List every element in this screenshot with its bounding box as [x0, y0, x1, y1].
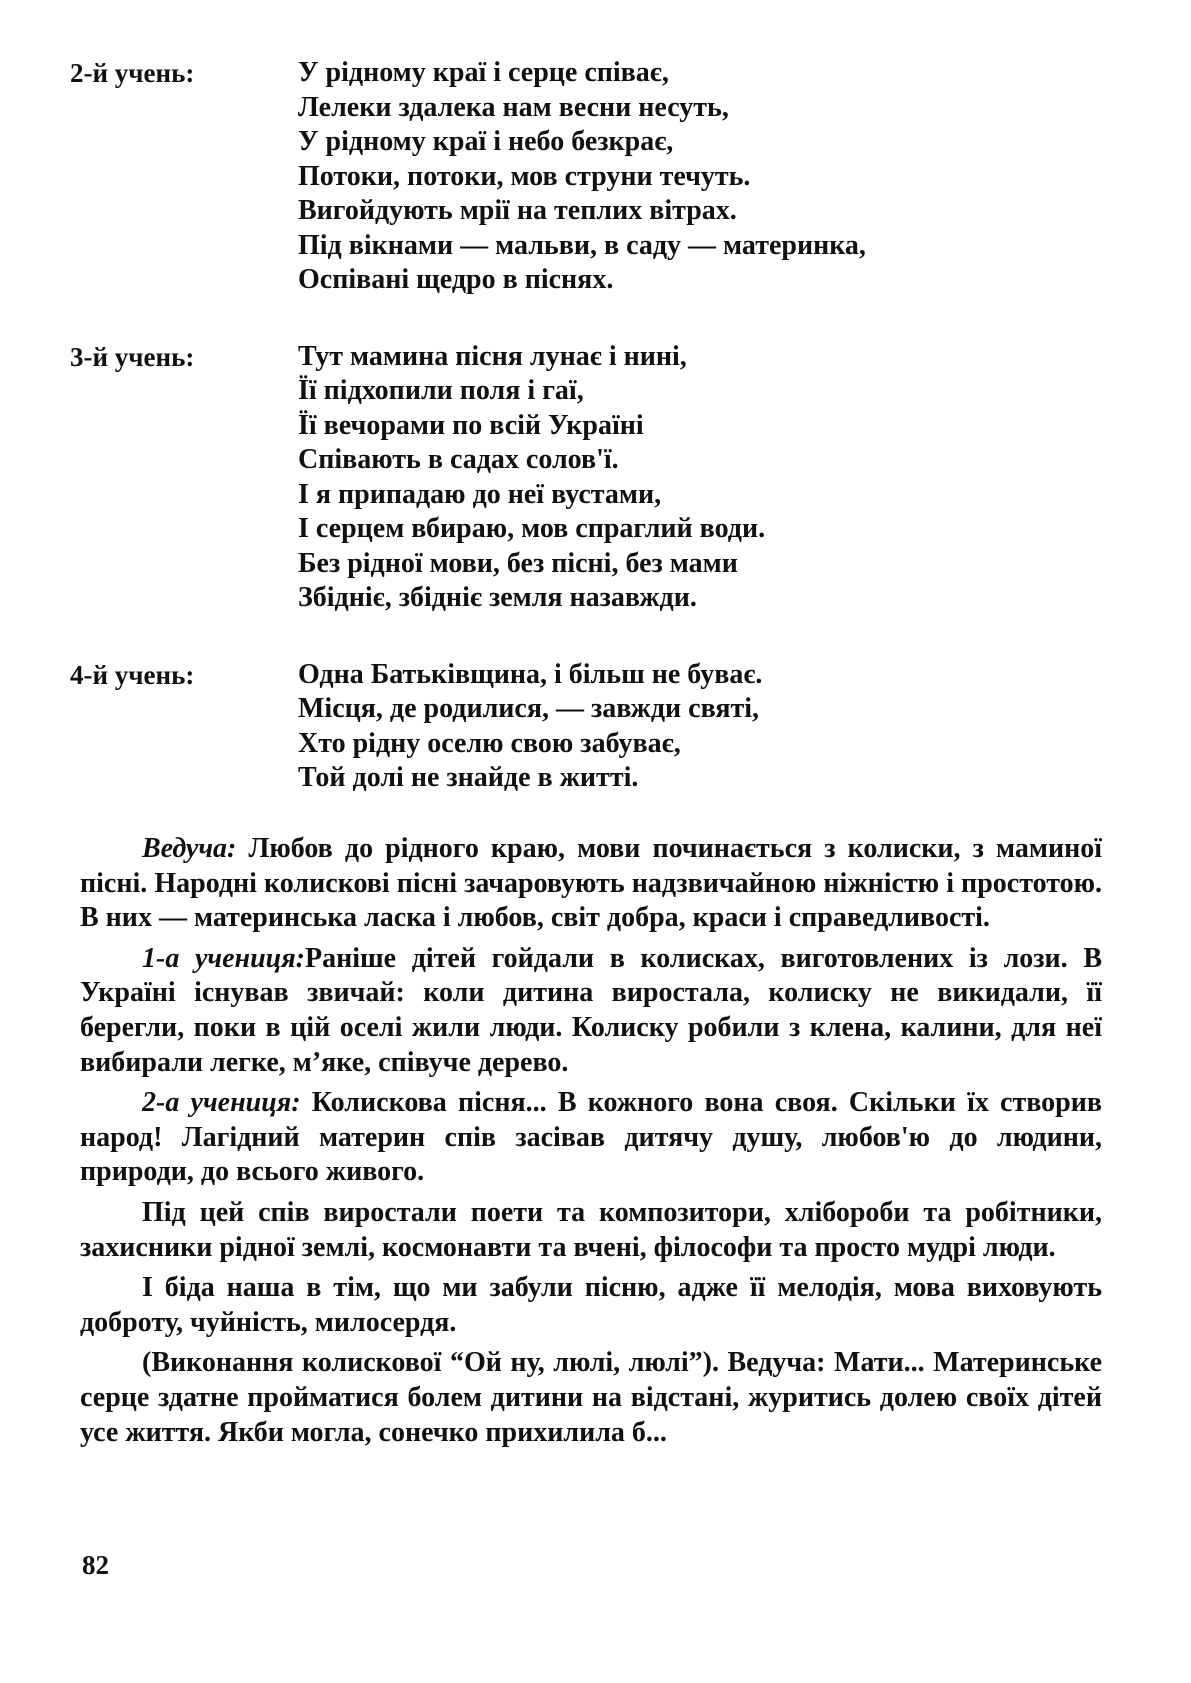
verse-line: Той долі не знайде в житті. [298, 762, 639, 793]
speaker-label: 3-й учень: [70, 341, 195, 372]
verse-line: Без рідної мови, без пісні, без мами [298, 547, 738, 579]
verse-line: Лелеки здалека нам весни несуть, [298, 91, 729, 123]
stanza-3rd-student [70, 340, 1110, 616]
verse-line: Її вечорами по всій Україні [298, 409, 644, 441]
paragraph-label: Ведуча: [142, 833, 237, 864]
verse-line: У рідному краї і серце співає, [298, 57, 669, 88]
verse-line: Хто рідну оселю свою забуває, [298, 727, 681, 759]
verse-line: Оспівані щедро в піснях. [298, 264, 614, 295]
stanza-4th-student [70, 658, 1110, 796]
verse-line: Співають в садах солов'ї. [298, 444, 619, 475]
stanza-2nd-student [70, 56, 1110, 298]
verse-line: Під вікнами — мальви, в саду — материнка, [298, 229, 866, 261]
paragraph-text: (Виконання колискової “Ой ну, люлі, люлі”). Ведуча: Мати... Материнське серце здатне пройматися болем дитини на відстані, журитись долею своїх дітей усе життя. Якби могла, сонечко прихилила б... [80, 1347, 1102, 1448]
verse-line: Одна Батьківщина, і більш не буває. [298, 658, 763, 690]
poem-section [70, 56, 1110, 796]
paragraph-student-1 [80, 942, 1102, 1080]
paragraph-label: 1-а учениця: [142, 942, 305, 974]
verse-line: Потоки, потоки, мов струни течуть. [298, 160, 751, 192]
verse-line: Її підхопили поля і гаї, [298, 375, 584, 406]
paragraph-label: 2-а учениця: [142, 1087, 301, 1119]
paragraph-text: І біда наша в тім, що ми забули пісню, адже її мелодія, мова виховують доброту, чуйність, милосердя. [80, 1272, 1102, 1338]
paragraph-text: Раніше дітей гойдали в колисках, виготовлених із лози. В Україні існував звичай: коли дитина виростала, колиску не викидали, її берегли, поки в цій оселі жили люди. Колиску робили з клена, калини, для неї вибирали легке, м’яке, співуче дерево. [80, 942, 1103, 1078]
speaker-label: 4-й учень: [70, 659, 195, 690]
paragraph [80, 1196, 1102, 1265]
verse-line: Тут мамина пісня лунає і нині, [298, 340, 687, 372]
paragraph-text: Любов до рідного краю, мови починається з колиски, з маминої пісні. Народні колискові пісні зачаровують надзвичайною ніжністю і простотою. В них — материнська ласка і любов, світ добра, краси і справедливості. [80, 833, 1102, 934]
paragraph [80, 1271, 1102, 1340]
verse-line: І я припадаю до неї вустами, [298, 478, 662, 510]
verse-line: Місця, де родилися, — завжди святі, [298, 693, 760, 724]
paragraph [80, 1346, 1102, 1450]
paragraph-text: Колискова пісня... В кожного вона своя. Скільки їх створив народ! Лагідний материн спів засівав дитячу душу, любов'ю до людини, природи, до всього живого. [80, 1087, 1102, 1188]
prose-section [80, 832, 1102, 1456]
verse-line: Збідніє, збідніє земля назавжди. [298, 582, 697, 613]
paragraph-host [80, 832, 1102, 936]
paragraph-text: Під цей спів виростали поети та композитори, хлібороби та робітники, захисники рідної землі, космонавти та вчені, філософи та просто мудрі люди. [80, 1196, 1102, 1263]
stanza-lines [298, 340, 1110, 616]
stanza-lines [298, 658, 1110, 796]
page-number: 82 [82, 1550, 109, 1580]
verse-line: І серцем вбираю, мов спраглий води. [298, 513, 766, 544]
speaker-label: 2-й учень: [70, 58, 195, 88]
verse-line: Вигойдують мрії на теплих вітрах. [298, 195, 737, 226]
paragraph-student-2 [80, 1086, 1102, 1190]
verse-line: У рідному краї і небо безкрає, [298, 126, 674, 157]
stanza-lines [298, 56, 1110, 298]
